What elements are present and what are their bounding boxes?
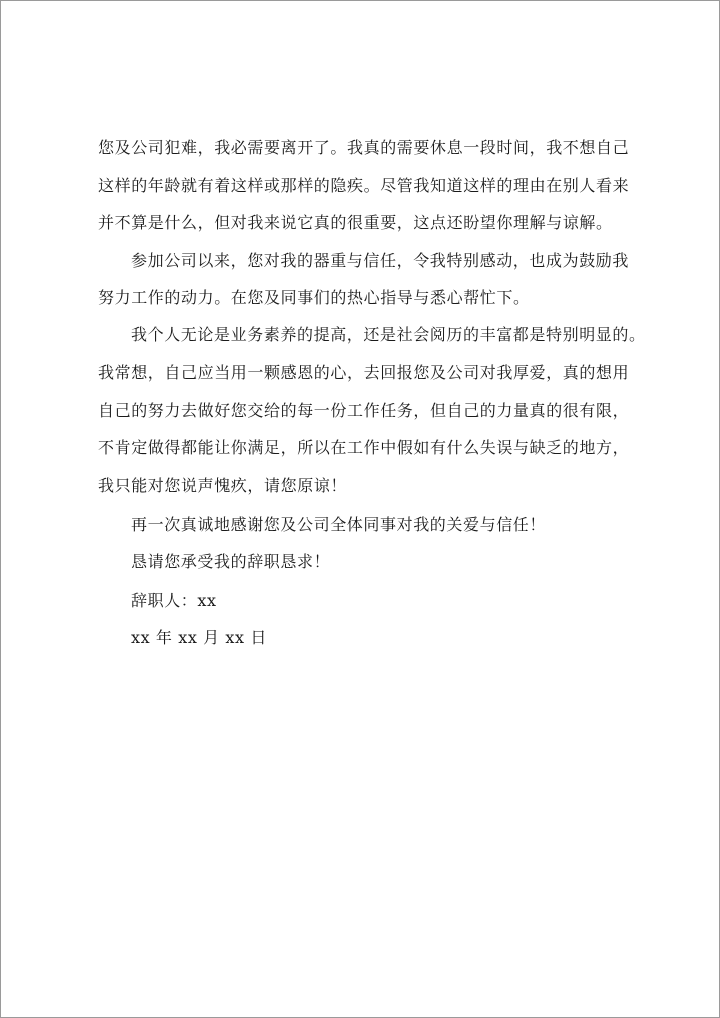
body-text-line: 您及公司犯难，我必需要离开了。我真的需要休息一段时间，我不想自己 (98, 138, 630, 157)
closing-thanks: 再一次真诚地感谢您及公司全体同事对我的关爱与信任！ (131, 515, 547, 534)
closing-request: 恳请您承受我的辞职恳求！ (131, 552, 331, 571)
paragraph-first-line: 参加公司以来，您对我的器重与信任，令我特别感动，也成为鼓励我 (131, 251, 630, 270)
body-text-line: 我只能对您说声愧疚，请您原谅！ (98, 476, 348, 495)
signature-line: 辞职人：xx (131, 591, 217, 610)
body-text-line: 自己的努力去做好您交给的每一份工作任务，但自己的力量真的很有限， (98, 401, 630, 420)
date-line: xx 年 xx 月 xx 日 (131, 628, 267, 647)
body-text-line: 并不算是什么，但对我来说它真的很重要，这点还盼望你理解与谅解。 (98, 213, 613, 232)
body-text-line: 我常想，自己应当用一颗感恩的心，去回报您及公司对我厚爱，真的想用 (98, 363, 630, 382)
paragraph-first-line: 我个人无论是业务素养的提高，还是社会阅历的丰富都是特别明显的。 (131, 325, 646, 344)
body-text-line: 不肯定做得都能让你满足，所以在工作中假如有什么失误与缺乏的地方， (98, 438, 630, 457)
body-text-line: 努力工作的动力。在您及同事们的热心指导与悉心帮忙下。 (98, 288, 530, 307)
body-text-line: 这样的年龄就有着这样或那样的隐疾。尽管我知道这样的理由在别人看来 (98, 176, 630, 195)
